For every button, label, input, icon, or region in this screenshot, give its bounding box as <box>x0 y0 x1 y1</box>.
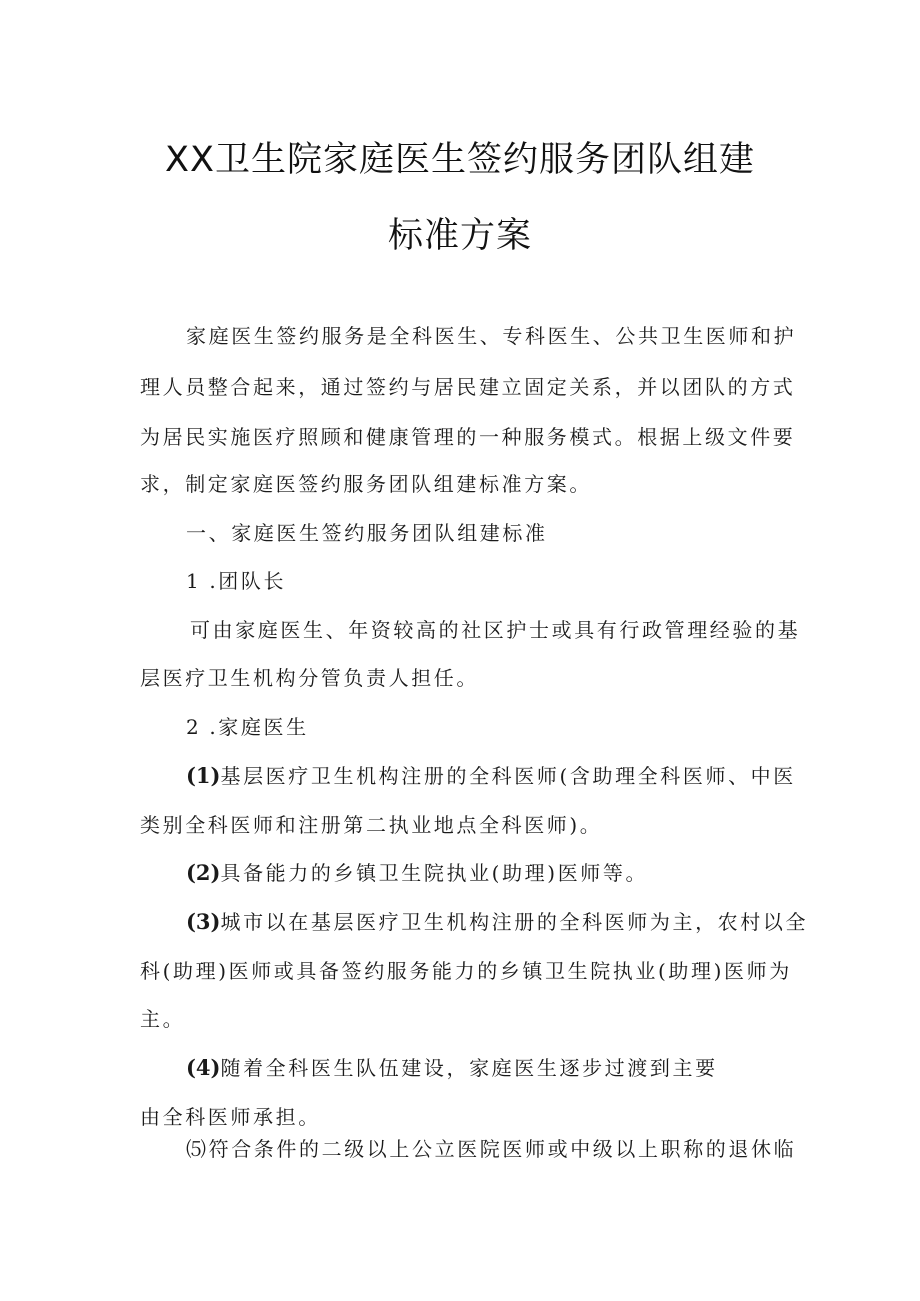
section-1-heading: 一、家庭医生签约服务团队组建标准 <box>186 521 548 545</box>
document-title-line-2: 标准方案 <box>387 216 532 256</box>
intro-line-1: 家庭医生签约服务是全科医生、专科医生、公共卫生医师和护 <box>186 324 797 348</box>
sub-item-1-line-2: 类别全科医师和注册第二执业地点全科医师)。 <box>140 813 603 837</box>
item-2-number: 2 <box>186 715 202 739</box>
sub-item-3-marker: (3) <box>186 909 221 934</box>
sub-item-3-line-3: 主。 <box>140 1007 186 1031</box>
sub-item-3-text-1: 城市以在基层医疗卫生机构注册的全科医师为主，农村以全 <box>220 910 809 934</box>
sub-item-1-line-1 <box>186 760 796 789</box>
sub-item-3-line-2: 科(助理)医师或具备签约服务能力的乡镇卫生院执业(助理)医师为 <box>140 959 792 983</box>
item-1-text-line-2: 层医疗卫生机构分管负责人担任。 <box>140 666 479 690</box>
item-2-label: .家庭医生 <box>209 715 309 739</box>
sub-item-5-marker: ⑸ <box>186 1137 209 1161</box>
sub-item-2-text-1: 具备能力的乡镇卫生院执业(助理)医师等。 <box>220 861 649 885</box>
sub-item-2-line-1 <box>186 857 648 886</box>
sub-item-4-line-2: 由全科医师承担。 <box>140 1105 321 1129</box>
sub-item-1-text-1: 基层医疗卫生机构注册的全科医师(含助理全科医师、中医 <box>220 764 796 788</box>
document-title-line-1: XX卫生院家庭医生签约服务团队组建 <box>165 140 755 180</box>
sub-item-5-line-1 <box>186 1133 796 1162</box>
intro-line-3: 为居民实施医疗照顾和健康管理的一种服务模式。根据上级文件要 <box>140 425 796 449</box>
item-1-label: .团队长 <box>209 569 287 593</box>
intro-line-4: 求，制定家庭医签约服务团队组建标准方案。 <box>140 472 592 496</box>
item-2-heading <box>186 711 309 740</box>
sub-item-4-line-1 <box>186 1052 718 1081</box>
item-1-number: 1 <box>186 569 202 593</box>
sub-item-4-text-1: 随着全科医生队伍建设，家庭医生逐步过渡到主要 <box>220 1056 718 1080</box>
sub-item-1-marker: (1) <box>186 763 221 788</box>
sub-item-5-text-1: 符合条件的二级以上公立医院医师或中级以上职称的退休临 <box>208 1137 797 1161</box>
item-1-text-line-1: 可由家庭医生、年资较高的社区护士或具有行政管理经验的基 <box>190 618 801 642</box>
sub-item-3-line-1 <box>186 906 808 935</box>
sub-item-4-marker: (4) <box>186 1055 221 1080</box>
sub-item-2-marker: (2) <box>186 860 221 885</box>
item-1-heading <box>186 565 286 594</box>
intro-line-2: 理人员整合起来，通过签约与居民建立固定关系，并以团队的方式 <box>140 375 796 399</box>
